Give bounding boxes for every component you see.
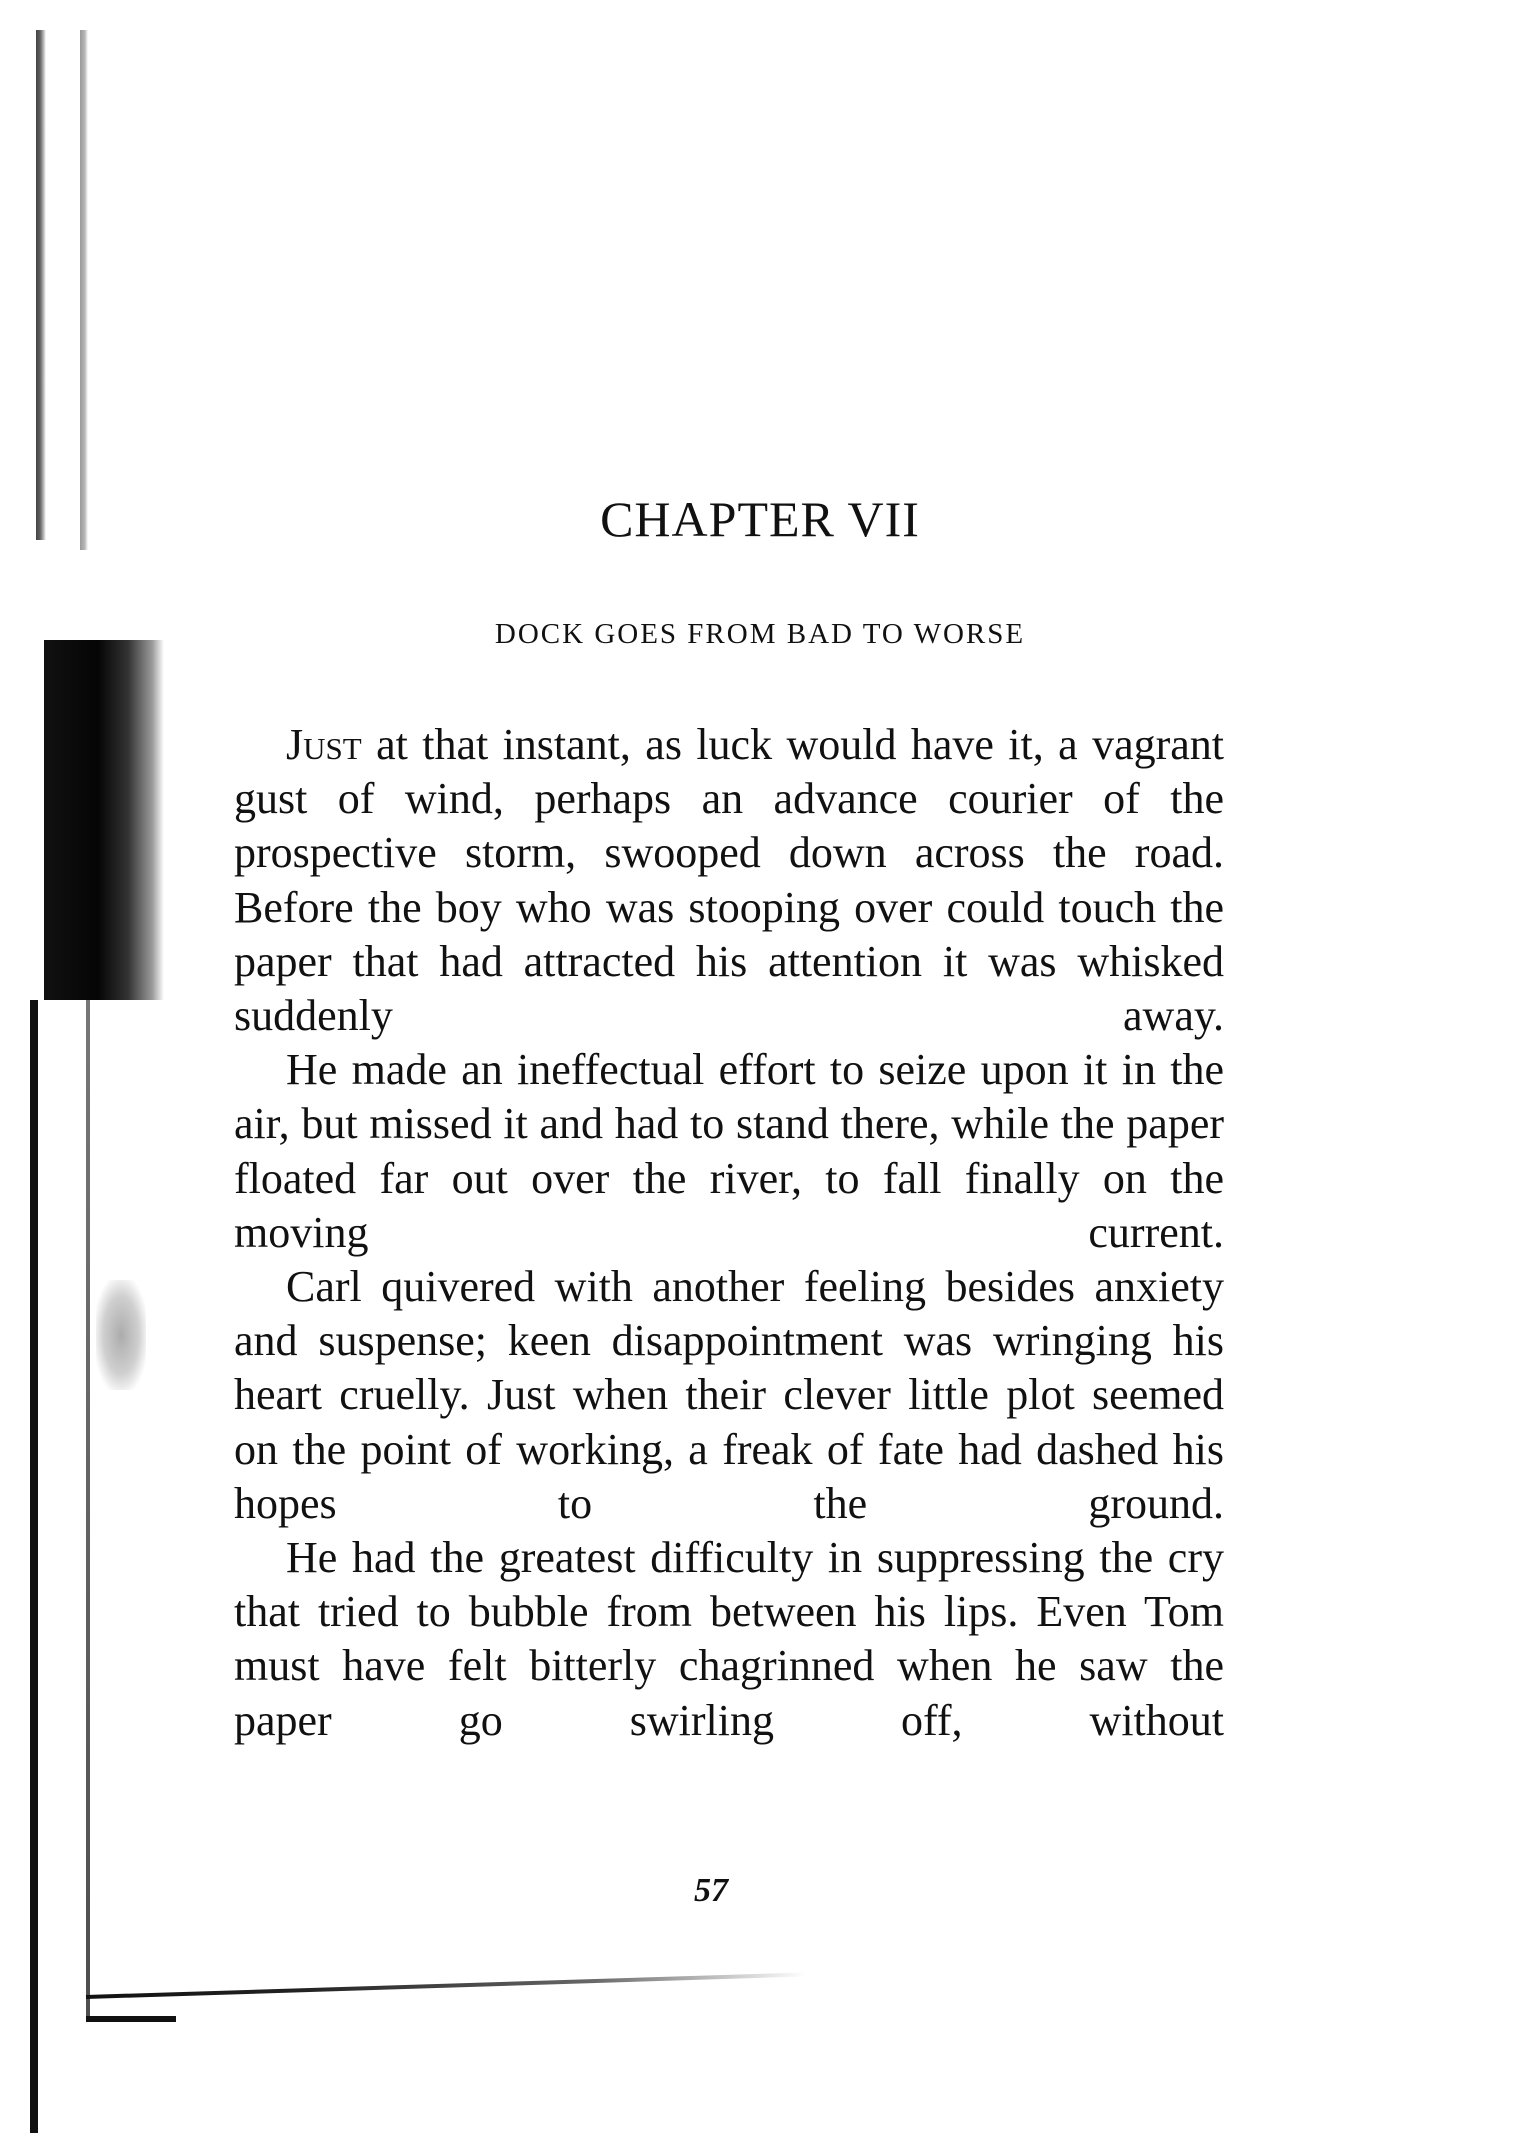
scan-artifact-speckle [96, 1280, 146, 1390]
scan-artifact-dark-block [44, 640, 164, 1000]
paragraph-text: He made an ineffectual effort to seize upon it in the air, but missed it and had to stand there, while the paper floated far out over the river, to fall finally on the moving current. [234, 1045, 1224, 1257]
scan-artifact-edge [86, 1000, 90, 2020]
paragraph [234, 1043, 1224, 1260]
paragraph [234, 1260, 1224, 1531]
chapter-title: CHAPTER VII [600, 491, 920, 547]
paragraph-text: at that instant, as luck would have it, a vagrant gust of wind, perhaps an advance courier of the prospective storm, swooped down across the road. Before the boy who was stooping over could touch the paper that had attracted his attention it was whisked suddenly away. [234, 720, 1224, 1041]
paragraph-text: Carl quivered with another feeling besides anxiety and suspense; keen disappointment was wringing his heart cruelly. Just when their clever little plot seemed on the point of working, a freak of fate had dashed his hopes to the ground. [234, 1262, 1224, 1528]
scan-artifact-line [86, 1972, 806, 1999]
scan-artifact-edge [36, 30, 46, 540]
page-number: 57 [694, 1872, 728, 1909]
scan-artifact-edge [80, 30, 88, 550]
paragraph-text: He had the greatest difficulty in suppressing the cry that tried to bubble from between his lips. Even Tom must have felt bitterly chagrinned when he saw the paper go swirling off, without [234, 1533, 1224, 1745]
paragraph [234, 718, 1224, 1043]
scan-artifact-edge [30, 1000, 38, 2133]
scan-artifact-line [86, 2016, 176, 2022]
paragraph [234, 1531, 1224, 1748]
body-text [234, 718, 1224, 1748]
chapter-subtitle: DOCK GOES FROM BAD TO WORSE [494, 618, 1026, 650]
paragraph-lead-word: Just [286, 720, 362, 769]
